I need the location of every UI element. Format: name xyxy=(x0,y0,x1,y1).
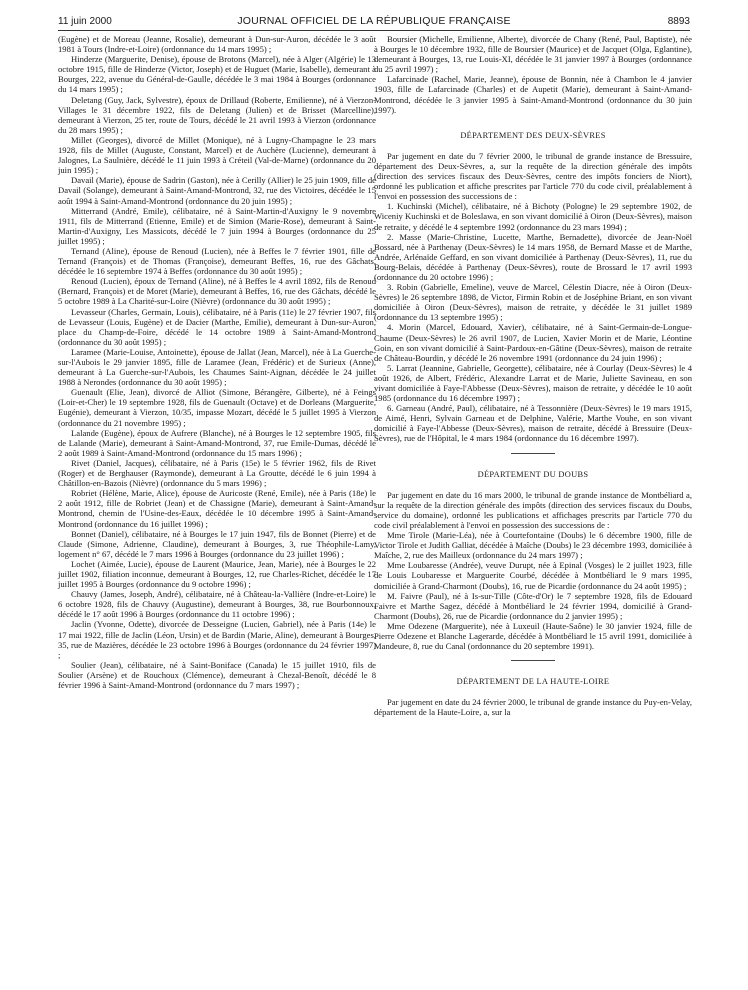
notice-paragraph: M. Faivre (Paul), né à Is-sur-Tille (Côte-d'Or) le 7 septembre 1928, fils de Edouard Faivre et Marthe Sagez, décédé à Montbéliard le 24 février 1994, domicilié à Grand-Charmont (Doubs), 26, rue de Picardie (ordonnance du 2 janvier 1995) ; xyxy=(374,590,692,621)
section-intro: Par jugement en date du 16 mars 2000, le tribunal de grande instance de Montbéliard a, sur la requête de la direction générale des impôts (direction des services fiscaux du Doubs, service du domaine), ordonné les publications et affichages prescrits par l'article 770 du code civil préalablement à l'envoi en possession des successions de : xyxy=(374,489,692,530)
section-intro: Par jugement en date du 7 février 2000, le tribunal de grande instance de Bressuire, département des Deux-Sèvres, a, sur la requête de la direction générale des impôts (direction des services fiscaux des Deux-Sèvres, centre des impôts fonciers de Niort), ordonné les publication et affiche prescrites par l'article 770 du code civil, préalablement à l'envoi en possession des successions de : xyxy=(374,150,692,202)
notice-paragraph: Renoud (Lucien), époux de Ternand (Aline), né à Beffes le 4 avril 1892, fils de Renoud (Bernard, François) et de Moret (Marie), demeurant à Beffes, 16, rue des Gâchats, décédé le 5 octobre 1989 à La Charité-sur-Loire (Nièvre) (ordonnance du 30 août 1995) ; xyxy=(58,276,376,307)
notice-paragraph: Lafarcinade (Rachel, Marie, Jeanne), épouse de Bonnin, née à Chambon le 4 janvier 1903, fille de Lafarcinade (Charles) et de Aupetit (Marie), demeurant à Saint-Amand-Montrond, décédée le 3 janvier 1995 à Saint-Amand-Montrond (ordonnance du 30 juin 1997). xyxy=(374,74,692,115)
notice-paragraph: Deletang (Guy, Jack, Sylvestre), époux de Drillaud (Roberte, Emilienne), né à Vierzon-Villages le 31 décembre 1922, fils de Deletang (Julien) et de Brisset (Marcelline), demeurant à Vierzon, 25 ter, route de Tours, décédé le 21 avril 1993 à Vierzon (ordonnance du 28 mars 1995) ; xyxy=(58,94,376,135)
notice-paragraph: Levasseur (Charles, Germain, Louis), célibataire, né à Paris (11e) le 27 février 1907, fils de Levasseur (Louis, Eugène) et de Dacier (Marthe, Emilie), demeurant à Dun-sur-Auron, place du Champ-de-Foire, décédé le 14 octobre 1989 à Saint-Amand-Montrond (ordonnance du 30 août 1995) ; xyxy=(58,306,376,347)
notice-paragraph: Rivet (Daniel, Jacques), célibataire, né à Paris (15e) le 5 février 1962, fils de Rivet (Roger) et de Berghauser (Raymonde), demeurant à La Groutte, décédé le 6 juin 1994 à Châtillon-en-Bazois (Nièvre) (ordonnance du 5 mars 1996) ; xyxy=(58,457,376,489)
notice-paragraph: 3. Robin (Gabrielle, Emeline), veuve de Marcel, Célestin Diacre, née à Oiron (Deux-Sèvres) le 26 septembre 1898, de Victor, Firmin Robin et de Joséphine Briant, en son vivant domiciliée à Oiron (Deux-Sèvres), maison de retraite, y décédée le 31 juillet 1989 (ordonnance du 13 septembre 1995) ; xyxy=(374,282,692,323)
journal-title: JOURNAL OFFICIEL DE LA RÉPUBLIQUE FRANÇAISE xyxy=(237,15,511,27)
notice-paragraph: Bonnet (Daniel), célibataire, né à Bourges le 17 juin 1947, fils de Bonnet (Pierre) et de Claude (Simone, Adrienne, Claudine), demeurant à Bourges, 3, rue Théophile-Lamy, logement n° 67, décédé le 7 mars 1996 à Bourges (ordonnance du 23 juillet 1996) ; xyxy=(58,528,376,559)
notice-paragraph: Lalande (Eugène), époux de Aufrere (Blanche), né à Bourges le 12 septembre 1905, fils de Lalande (Marie), demeurant à Saint-Amand-Montrond, 37, rue Emile-Dumas, décédé le 2 août 1989 à Saint-Amand-Montrond (ordonnance du 15 mars 1996) ; xyxy=(58,427,376,458)
page-header xyxy=(58,6,690,28)
section-heading-deux-sevres: DÉPARTEMENT DES DEUX-SÈVRES xyxy=(460,130,606,140)
notice-paragraph: Ternand (Aline), épouse de Renoud (Lucien), née à Beffes le 7 février 1901, fille de Ternand (François) et de Thomas (Françoise), demeurant Beffes, 16, rue des Gâchats, décédée le 16 septembre 1974 à Beffes (ordonnance du 30 août 1995) ; xyxy=(58,245,376,277)
notice-paragraph: (Eugène) et de Moreau (Jeanne, Rosalie), demeurant à Dun-sur-Auron, décédée le 3 août 1981 à Tours (Indre-et-Loire) (ordonnance du 14 mars 1995) ; xyxy=(58,34,376,55)
notice-paragraph: Mme Tirole (Marie-Léa), née à Courtefontaine (Doubs) le 6 décembre 1900, fille de Victor Tirole et Judith Galliat, décédée à Maîche (Doubs) le 23 décembre 1993, domiciliée à Maîche, 2, rue des Mailleux (ordonnance du 24 mars 1997) ; xyxy=(374,530,692,561)
notice-paragraph: Millet (Georges), divorcé de Millet (Monique), né à Lugny-Champagne le 23 mars 1928, fils de Millet (Auguste, Constant, Marcel) et de Auchère (Lucienne), demeurant à Jalognes, La Saulnière, décédé le 11 juin 1993 à Créteil (Val-de-Marne) (ordonnance du 20 juin 1995) ; xyxy=(58,134,376,176)
notice-paragraph: Robriet (Hélène, Marie, Alice), épouse de Auricoste (René, Emile), née à Paris (18e) le 2 août 1912, fille de Robriet (Jean) et de Chassigne (Marie), demeurant à Saint-Amand-Montrond, chemin de l'Usine-des-Eaux, décédée le 10 décembre 1995 à Saint-Amand-Montrond (ordonnance du 16 juillet 1996) ; xyxy=(58,488,376,529)
notice-paragraph: Mme Loubaresse (Andrée), veuve Durupt, née à Epinal (Vosges) le 2 juillet 1923, fille de Louis Loubaresse et Marguerite Courbé, décédée à Montbéliard le 9 mars 1995, domiciliée à Grand-Charmont (Doubs), 16, rue de Picardie (ordonnance du 24 août 1995) ; xyxy=(374,560,692,591)
notice-paragraph: 6. Garneau (André, Paul), célibataire, né à Tessonnière (Deux-Sèvres) le 19 mars 1915, de Aimé, Henri, Sylvain Garneau et de Delphine, Valérie, Marthe Vouhe, en son vivant domicilié à Faye-l'Abbesse (Deux-Sèvres), maison de retraite, décédé à Bressuire (Deux-Sèvres), rue de l'Hôpital, le 4 mars 1984 (ordonnance du 16 décembre 1997). xyxy=(374,403,692,444)
section-heading-doubs: DÉPARTEMENT DU DOUBS xyxy=(477,469,589,479)
notice-paragraph: 1. Kuchinski (Michel), célibataire, né à Bichoty (Pologne) le 29 septembre 1902, de Wiceniy Kuchinski et de Boleslawa, en son vivant domicilié à Oiron (Deux-Sèvres), maison de retraite, y décédé le 4 septembre 1992 (ordonnance du 23 mars 1994) ; xyxy=(374,201,692,232)
notice-paragraph: 4. Morin (Marcel, Edouard, Xavier), célibataire, né à Saint-Germain-de-Longue-Chaume (Deux-Sèvres) le 26 avril 1907, de Lucien, Xavier Morin et de Marie, Léontine Goin, en son vivant domicilié à Saint-Pardoux-en-Gâtine (Deux-Sèvres), maison de retraite de Château-Bourdin, y décédé le 26 novembre 1991 (ordonnance du 24 juin 1996) ; xyxy=(374,322,692,363)
header-date: 11 juin 2000 xyxy=(58,16,112,27)
notice-paragraph: Mme Odezene (Marguerite), née à Luxeuil (Haute-Saône) le 30 janvier 1924, fille de Pierre Odezene et Blanche Lagerarde, décédée à Montbéliard le 15 avril 1991, domiciliée à Mandeure, 8, rue du Canal (ordonnance du 20 septembre 1991). xyxy=(374,620,692,652)
notice-paragraph: 2. Masse (Marie-Christine, Lucette, Marthe, Bernadette), divorcée de Jean-Noël Bossard, née à Parthenay (Deux-Sèvres) le 14 mars 1958, de Bernard Masse et de Marthe, Andrée, Arlénaïde Geffard, en son vivant domiciliée à Parthenay (Deux-Sèvres), 11, rue du Bourg-Belais, décédée à Parthenay (Deux-Sèvres), route de Brossard le 17 avril 1993 (ordonnance du 20 octobre 1996) ; xyxy=(374,231,692,282)
section-separator xyxy=(511,453,555,454)
notice-paragraph: Davail (Marie), épouse de Sadrin (Gaston), née à Cerilly (Allier) le 25 juin 1909, fille de Davail (Solange), demeurant à Saint-Amand-Montrond, 32, rue des Victoires, décédée le 15 août 1994 à Saint-Amand-Montrond (ordonnance du 20 juin 1995) ; xyxy=(58,175,376,206)
left-column xyxy=(58,34,376,690)
notice-paragraph: Boursier (Michelle, Emilienne, Alberte), divorcée de Chany (René, Paul, Baptiste), née à Bourges le 10 décembre 1932, fille de Boursier (Maurice) et de Jacquet (Olga, Eglantine), demeurant à Bourges, 13, rue Louis-XI, décédée le 31 janvier 1997 à Bourges (ordonnance du 25 avril 1997) ; xyxy=(374,34,692,75)
section-separator xyxy=(511,660,555,661)
notice-paragraph: Lochet (Aimée, Lucie), épouse de Laurent (Maurice, Jean, Marie), née à Bourges le 22 juillet 1902, filiation inconnue, demeurant à Bourges, 12, rue Charles-Richet, décédée le 17 juillet 1995 à Bourges (ordonnance du 9 octobre 1996) ; xyxy=(58,558,376,590)
section-heading-haute-loire: DÉPARTEMENT DE LA HAUTE-LOIRE xyxy=(456,677,610,687)
right-column xyxy=(374,34,692,717)
notice-paragraph: Guenault (Elie, Jean), divorcé de Alliot (Simone, Bérangère, Gilberte), né à Feings (Loir-et-Cher) le 19 septembre 1928, fils de Guenault (Octave) et de Dorleans (Marguerite, Eugénie), demeurant à Vierzon, 10/35, impasse Mozart, décédé le 5 juillet 1995 à Vierzon (ordonnance du 21 novembre 1995) ; xyxy=(58,387,376,428)
notice-paragraph: Mitterrand (André, Emile), célibataire, né à Saint-Martin-d'Auxigny le 9 novembre 1911, fils de Mitterrand (Etienne, Emile) et de Simion (Marie-Rose), demeurant à Saint-Martin-d'Auxigny, Les Massicots, décédé le 7 juin 1994 à Bourges (ordonnance du 25 juillet 1995) ; xyxy=(58,205,376,246)
notice-paragraph: Chauvy (James, Joseph, André), célibataire, né à Château-la-Vallière (Indre-et-Loire) le 6 octobre 1928, fils de Chauvy (Augustine), demeurant à Bourges, 38, rue Bourbonnoux, décédé le 17 août 1996 à Bourges (ordonnance du 11 octobre 1996) ; xyxy=(58,589,376,620)
notice-paragraph: Soulier (Jean), célibataire, né à Saint-Boniface (Canada) le 15 juillet 1910, fils de Soulier (Arsène) et de Rouchoux (Clémence), demeurant à Chezal-Benoît, décédé le 8 février 1996 à Saint-Amand-Montrond (ordonnance du 7 mars 1997) ; xyxy=(58,659,376,690)
header-rule xyxy=(58,30,690,31)
notice-paragraph: Jaclin (Yvonne, Odette), divorcée de Desseigne (Lucien, Gabriel), née à Paris (14e) le 17 mai 1922, fille de Jaclin (Léon, Ursin) et de Bardin (Marie, Aline), demeurant à Bourges, 35, rue de Mazières, décédée le 23 octobre 1996 à Bourges (ordonnance du 24 février 1997) ; xyxy=(58,619,376,660)
notice-paragraph: Hinderze (Marguerite, Denise), épouse de Brotons (Marcel), née à Alger (Algérie) le 13 octobre 1915, fille de Hinderze (Victor, Joseph) et de Huguet (Marie, Isabelle), demeurant à Bourges, 222, avenue du Général-de-Gaulle, décédée le 3 mai 1984 à Bourges (ordonnance du 14 mars 1995) ; xyxy=(58,54,376,95)
notice-paragraph: Laramee (Marie-Louise, Antoinette), épouse de Jallat (Jean, Marcel), née à La Guerche-sur-l'Aubois le 29 janvier 1895, fille de Laramee (Jean, Frédéric) et de Surieux (Anne), demeurant à La Guerche-sur-l'Aubois, les Chaumes Saint-Aignan, décédée le 24 juillet 1988 à Nerondes (ordonnance du 30 août 1995) ; xyxy=(58,346,376,388)
page-number: 8893 xyxy=(667,16,690,27)
notice-paragraph: 5. Larrat (Jeannine, Gabrielle, Georgette), célibataire, née à Courlay (Deux-Sèvres) le 4 août 1926, de Albert, Frédéric, Alexandre Larrat et de Marie, Juliette Savineau, en son vivant domiciliée à Faye-l'Abbesse (Deux-Sèvres), maison de retraite, y décédée le 10 août 1985 (ordonnance du 16 décembre 1997) ; xyxy=(374,362,692,404)
section-intro: Par jugement en date du 24 février 2000, le tribunal de grande instance du Puy-en-Velay, département de la Haute-Loire, a, sur la xyxy=(374,697,692,718)
